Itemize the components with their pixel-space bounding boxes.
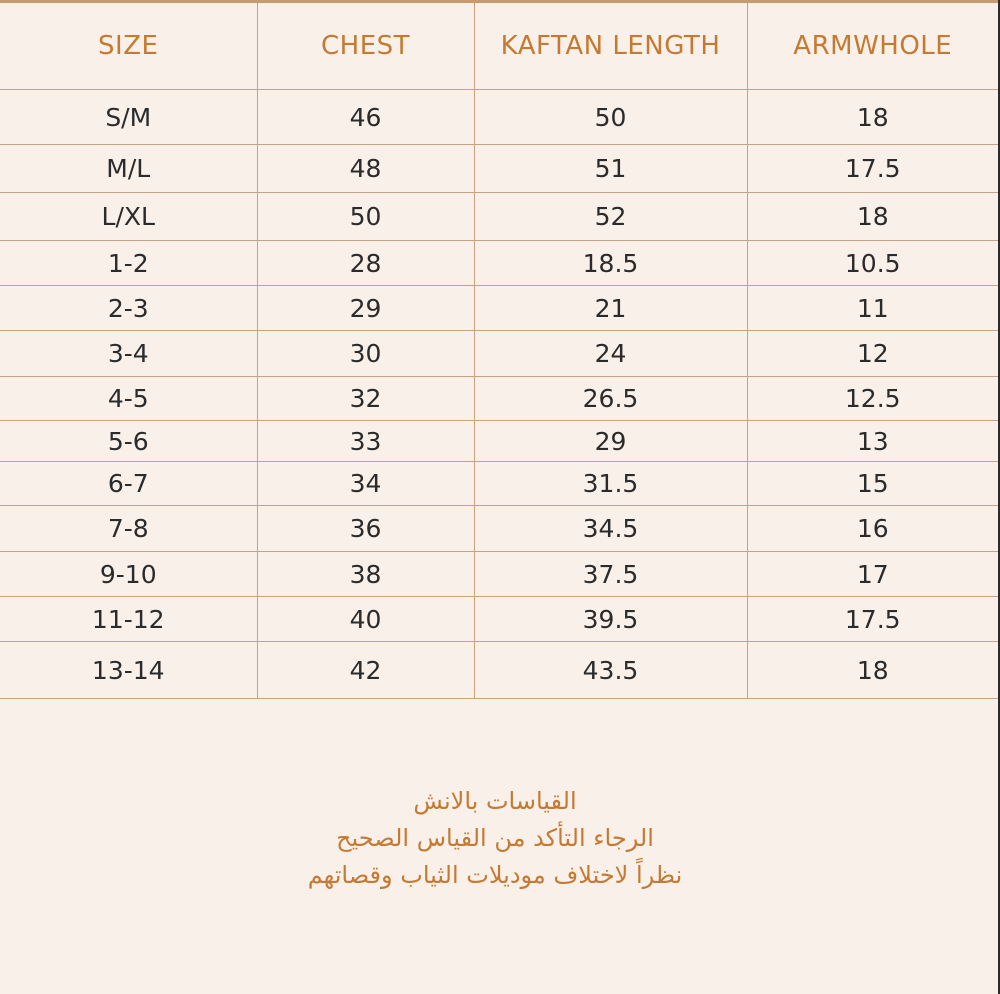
- cell-armwhole: 17: [747, 552, 998, 597]
- cell-chest: 40: [257, 597, 474, 642]
- cell-kaftan-length: 51: [474, 145, 747, 193]
- cell-kaftan-length: 31.5: [474, 462, 747, 506]
- cell-armwhole: 13: [747, 421, 998, 462]
- header-size: SIZE: [0, 3, 257, 90]
- cell-armwhole: 11: [747, 286, 998, 331]
- cell-kaftan-length: 37.5: [474, 552, 747, 597]
- table-row: [0, 597, 998, 642]
- cell-armwhole: 10.5: [747, 241, 998, 286]
- cell-size: S/M: [0, 90, 257, 145]
- cell-armwhole: 12: [747, 331, 998, 377]
- cell-chest: 48: [257, 145, 474, 193]
- note-line-check-size: الرجاء التأكد من القياس الصحيح: [336, 824, 654, 852]
- cell-chest: 29: [257, 286, 474, 331]
- cell-kaftan-length: 43.5: [474, 642, 747, 699]
- cell-size: L/XL: [0, 193, 257, 241]
- header-chest: CHEST: [257, 3, 474, 90]
- cell-armwhole: 18: [747, 642, 998, 699]
- cell-size: 2-3: [0, 286, 257, 331]
- cell-kaftan-length: 34.5: [474, 506, 747, 552]
- cell-chest: 46: [257, 90, 474, 145]
- cell-size: 3-4: [0, 331, 257, 377]
- cell-kaftan-length: 21: [474, 286, 747, 331]
- table-row: [0, 145, 998, 193]
- cell-chest: 42: [257, 642, 474, 699]
- table-body: [0, 90, 998, 699]
- cell-armwhole: 15: [747, 462, 998, 506]
- table-row: [0, 331, 998, 377]
- cell-armwhole: 17.5: [747, 597, 998, 642]
- table-row: [0, 462, 998, 506]
- cell-armwhole: 18: [747, 193, 998, 241]
- cell-kaftan-length: 29: [474, 421, 747, 462]
- cell-kaftan-length: 52: [474, 193, 747, 241]
- cell-chest: 30: [257, 331, 474, 377]
- cell-kaftan-length: 24: [474, 331, 747, 377]
- cell-kaftan-length: 18.5: [474, 241, 747, 286]
- cell-size: 1-2: [0, 241, 257, 286]
- cell-armwhole: 16: [747, 506, 998, 552]
- table-header-row: [0, 3, 998, 90]
- cell-kaftan-length: 50: [474, 90, 747, 145]
- table-row: [0, 377, 998, 421]
- cell-size: 9-10: [0, 552, 257, 597]
- cell-chest: 34: [257, 462, 474, 506]
- cell-size: 4-5: [0, 377, 257, 421]
- table-row: [0, 90, 998, 145]
- table-row: [0, 286, 998, 331]
- cell-size: 7-8: [0, 506, 257, 552]
- note-line-inches: القياسات بالانش: [413, 787, 577, 815]
- header-kaftan-length: KAFTAN LENGTH: [474, 3, 747, 90]
- cell-chest: 36: [257, 506, 474, 552]
- cell-size: 5-6: [0, 421, 257, 462]
- table-row: [0, 241, 998, 286]
- table-row: [0, 193, 998, 241]
- size-notes: [0, 783, 1000, 894]
- table-row: [0, 421, 998, 462]
- table-row: [0, 552, 998, 597]
- cell-size: 13-14: [0, 642, 257, 699]
- cell-size: 11-12: [0, 597, 257, 642]
- cell-kaftan-length: 39.5: [474, 597, 747, 642]
- cell-chest: 38: [257, 552, 474, 597]
- table-row: [0, 506, 998, 552]
- note-line-models-differ: نظراً لاختلاف موديلات الثياب وقصاتهم: [307, 861, 683, 889]
- cell-kaftan-length: 26.5: [474, 377, 747, 421]
- cell-chest: 33: [257, 421, 474, 462]
- cell-armwhole: 17.5: [747, 145, 998, 193]
- cell-chest: 32: [257, 377, 474, 421]
- cell-size: 6-7: [0, 462, 257, 506]
- cell-armwhole: 12.5: [747, 377, 998, 421]
- table-row: [0, 642, 998, 699]
- cell-chest: 50: [257, 193, 474, 241]
- header-armwhole: ARMWHOLE: [747, 3, 998, 90]
- cell-chest: 28: [257, 241, 474, 286]
- cell-size: M/L: [0, 145, 257, 193]
- cell-armwhole: 18: [747, 90, 998, 145]
- size-chart-table: [0, 3, 998, 699]
